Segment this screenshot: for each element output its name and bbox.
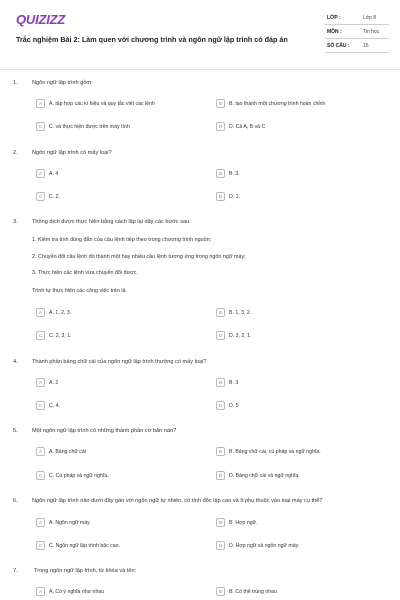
option-text: A. 2 (49, 379, 59, 386)
option-text: A. tập hợp các kí hiệu và quy tắc viết các lệnh (49, 100, 155, 107)
option-c[interactable] (36, 541, 196, 551)
question-number: 4. (13, 359, 18, 365)
option-b[interactable] (216, 169, 376, 179)
option-letter-box: A (36, 447, 45, 456)
question-text: Ngôn ngữ lập trình nào dưới đây gần với ngôn ngữ tự nhiên, có tính độc lập cao và ít phụ thuộc vào loại máy cụ thể? (32, 498, 323, 504)
question-text: Thông dịch được thực hiện bằng cách lặp lại dãy các bước sau: (32, 219, 191, 225)
option-letter-box: A (36, 308, 45, 317)
option-letter-box: A (36, 587, 45, 596)
worksheet-header (0, 0, 400, 70)
header-divider (0, 69, 400, 70)
option-d[interactable] (216, 192, 376, 202)
meta-value: 15 (363, 43, 369, 49)
option-text: B. Bảng chữ cái, cú pháp và ngữ nghĩa. (229, 448, 321, 455)
question-number: 2. (13, 150, 18, 156)
meta-row-count (325, 39, 389, 53)
option-a[interactable] (36, 447, 196, 457)
option-c[interactable] (36, 122, 196, 132)
question-text: Trong ngôn ngữ lập trình, từ khóa và tên: (34, 568, 137, 574)
option-letter-box: A (36, 518, 45, 527)
option-text: A. 4 (49, 170, 59, 177)
option-a[interactable] (36, 169, 196, 179)
option-b[interactable] (216, 378, 376, 388)
option-d[interactable] (216, 122, 376, 132)
option-d[interactable] (216, 541, 376, 551)
option-b[interactable] (216, 308, 376, 318)
option-letter-box: B (216, 169, 225, 178)
option-a[interactable] (36, 587, 196, 597)
option-letter-box: B (216, 587, 225, 596)
option-b[interactable] (216, 518, 376, 528)
option-text: D. 3, 2, 1. (229, 332, 252, 339)
option-text: B. 3. (229, 170, 240, 177)
question-text: Ngôn ngữ lập trình gồm: (32, 80, 93, 86)
option-text: A. Ngôn ngữ máy. (49, 519, 91, 526)
option-letter-box: D (216, 331, 225, 340)
option-b[interactable] (216, 587, 376, 597)
option-text: D. Hợp ngữ và ngôn ngữ máy. (229, 542, 300, 549)
meta-key: MÔN : (327, 29, 342, 35)
meta-key: LỚP : (327, 15, 341, 21)
question-number: 6. (13, 498, 18, 504)
option-text: A. Bảng chữ cái (49, 448, 86, 455)
option-text: A. Có ý nghĩa như nhau (49, 588, 105, 595)
question-text: Thành phần bảng chữ cái của ngôn ngữ lập trình thường có mấy loại? (32, 359, 207, 365)
option-text: D. Cả A, B và C (229, 123, 266, 130)
option-letter-box: C (36, 471, 45, 480)
question-text: Ngôn ngữ lập trình có mấy loại? (32, 150, 112, 156)
option-letter-box: C (36, 331, 45, 340)
question-line: 2. Chuyển đổi câu lệnh đó thành một hay nhiều câu lệnh tương ứng trong ngôn ngữ máy; (32, 254, 246, 260)
question-line: 3. Thực hiện các lệnh vừa chuyển đổi được. (32, 270, 138, 276)
option-text: C. 2. (49, 193, 60, 200)
option-letter-box: B (216, 378, 225, 387)
option-text: B. Hợp ngữ. (229, 519, 258, 526)
option-d[interactable] (216, 471, 376, 481)
option-text: B. tạo thành một chương trình hoàn chỉnh (229, 100, 326, 107)
option-text: C. 2, 3, 1. (49, 332, 72, 339)
option-a[interactable] (36, 99, 196, 109)
option-c[interactable] (36, 192, 196, 202)
option-letter-box: A (36, 99, 45, 108)
option-c[interactable] (36, 331, 196, 341)
option-a[interactable] (36, 378, 196, 388)
option-text: B. 1, 3, 2. (229, 309, 252, 316)
option-letter-box: C (36, 401, 45, 410)
option-text: D. Bảng chữ cái và ngữ nghĩa. (229, 472, 300, 479)
option-letter-box: B (216, 518, 225, 527)
option-c[interactable] (36, 471, 196, 481)
option-d[interactable] (216, 401, 376, 411)
option-letter-box: D (216, 401, 225, 410)
option-text: D. 1. (229, 193, 240, 200)
option-letter-box: B (216, 447, 225, 456)
quizizz-logo: QUIZIZZ (16, 12, 66, 27)
meta-table (325, 11, 389, 53)
meta-row-subject (325, 25, 389, 39)
option-text: C. và thực hiện được trên máy tính (49, 123, 130, 130)
option-b[interactable] (216, 447, 376, 457)
option-letter-box: C (36, 192, 45, 201)
question-number: 7. (13, 568, 18, 574)
option-text: B. 3 (229, 379, 239, 386)
option-text: C. Ngôn ngữ lập trình bậc cao. (49, 542, 120, 549)
option-letter-box: D (216, 122, 225, 131)
option-b[interactable] (216, 99, 376, 109)
option-letter-box: D (216, 471, 225, 480)
option-letter-box: D (216, 192, 225, 201)
question-number: 3. (13, 219, 18, 225)
option-text: C. Cú pháp và ngữ nghĩa. (49, 472, 109, 479)
worksheet-title: Trắc nghiệm Bài 2: Làm quen với chương trình và ngôn ngữ lập trình có đáp án (16, 35, 288, 44)
option-a[interactable] (36, 518, 196, 528)
option-letter-box: B (216, 99, 225, 108)
meta-key: SỐ CÂU : (327, 43, 350, 49)
option-text: B. Có thể trùng nhau (229, 588, 277, 595)
question-number: 1. (13, 80, 18, 86)
meta-row-class (325, 11, 389, 25)
option-text: A. 1, 2, 3. (49, 309, 72, 316)
option-letter-box: A (36, 169, 45, 178)
question-number: 5. (13, 428, 18, 434)
option-letter-box: D (216, 541, 225, 550)
option-d[interactable] (216, 331, 376, 341)
question-line: Trình tự thực hiện các công việc trên là (32, 288, 126, 294)
option-letter-box: A (36, 378, 45, 387)
option-letter-box: C (36, 122, 45, 131)
option-text: C. 4. (49, 402, 60, 409)
question-line: 1. Kiểm tra tính đúng đắn của câu lệnh tiếp theo trong chương trình nguồn; (32, 237, 212, 243)
option-text: D. 5 (229, 402, 239, 409)
meta-value: Lớp 8 (363, 15, 377, 21)
option-letter-box: B (216, 308, 225, 317)
option-c[interactable] (36, 401, 196, 411)
option-a[interactable] (36, 308, 196, 318)
option-letter-box: C (36, 541, 45, 550)
question-text: Một ngôn ngữ lập trình có những thành phần cơ bản nào? (32, 428, 177, 434)
meta-value: Tin học (363, 29, 380, 35)
